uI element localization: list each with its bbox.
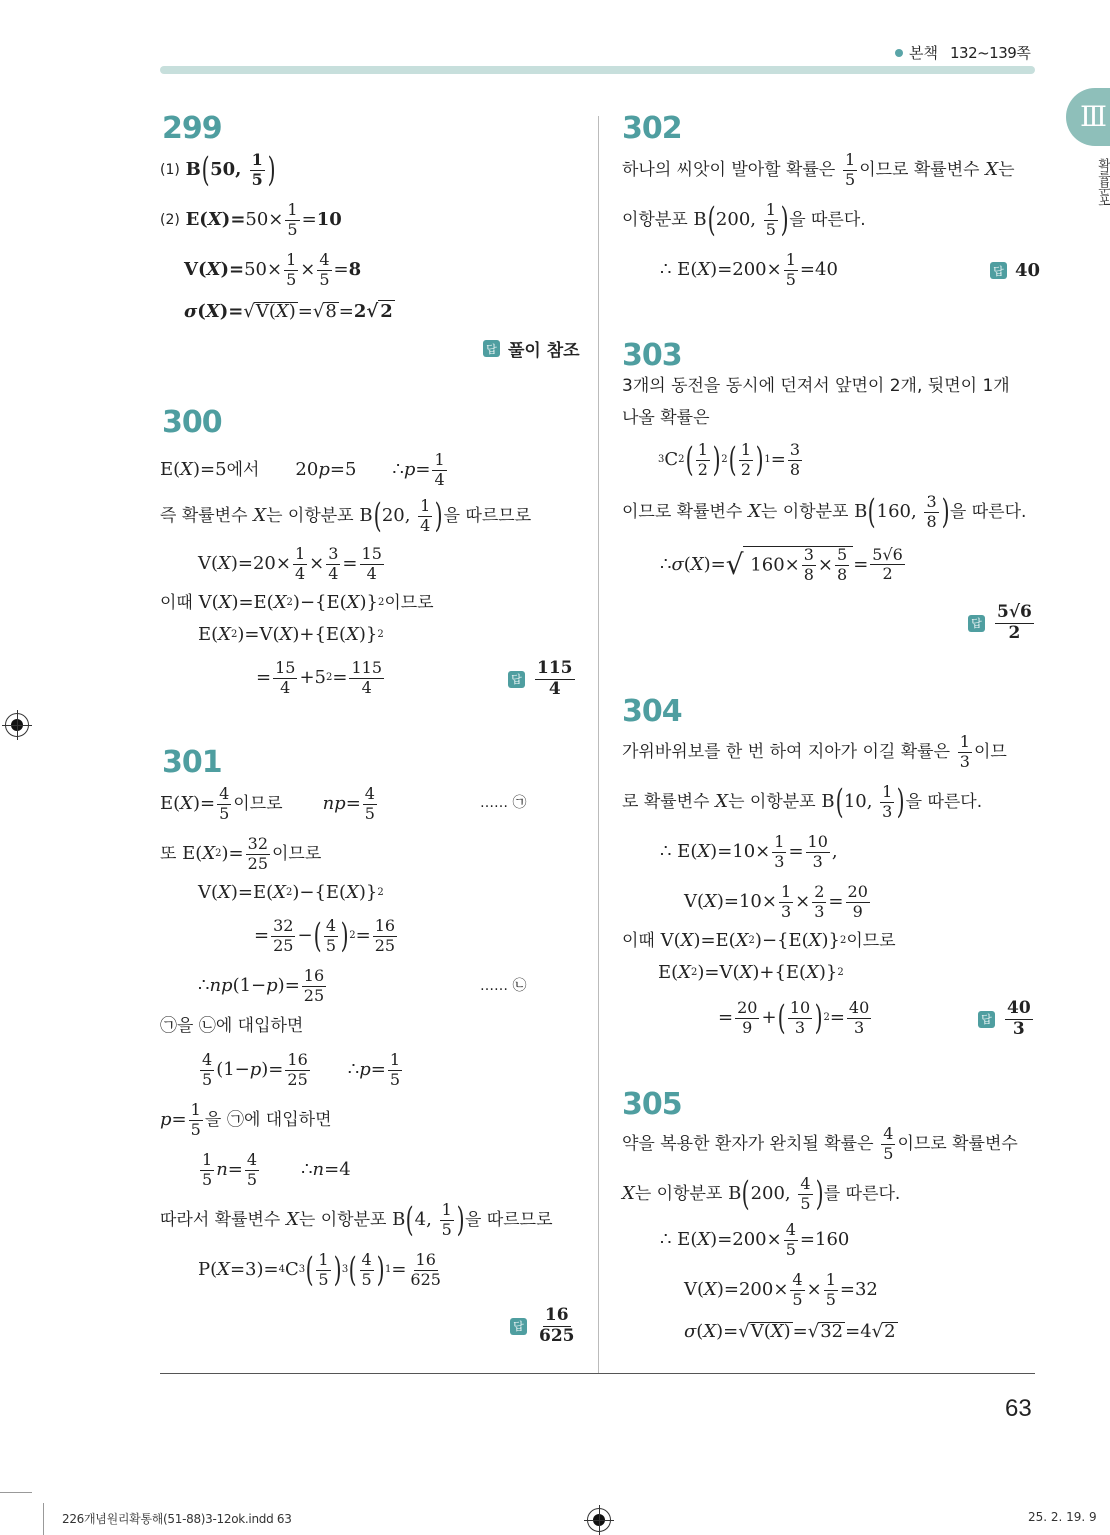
solution-line: σ (X)= √ V(X) = √ 8 = 2√ 2	[184, 300, 393, 322]
problem-number: 304	[622, 694, 682, 729]
answer-value: $\frac{40}{3}$	[1007, 998, 1031, 1039]
solution-line: (2) E(X)= 50× $\frac{1}{5}$ = 10	[160, 200, 342, 239]
text: 이므로	[233, 793, 283, 814]
text: 는 이항분포	[760, 501, 849, 522]
solution-line: E( X )= $\frac{4}{5}$ 이므로 np = $\frac{4}{5}$	[160, 784, 375, 823]
text: 로 확률변수	[622, 791, 710, 812]
text: 또	[160, 843, 177, 864]
solution-line: X 는 이항분포 B ( 200, $\frac{4}{5}$ ) 를 따른다.	[622, 1174, 901, 1215]
text: 를 따른다.	[823, 1183, 901, 1204]
answer-badge: 답	[510, 1318, 527, 1335]
print-file-name: 226개념원리확통해(51-88)3-12ok.indd 63	[62, 1512, 292, 1526]
answer-303	[968, 604, 1036, 643]
solution-line: 하나의 씨앗이 발아할 확률은 $\frac{1}{5}$ 이므로 확률변수 X 는	[622, 150, 1015, 189]
reference-pages: 132~139쪽	[949, 44, 1031, 62]
text: 는 이항분포	[728, 791, 816, 812]
answer-300	[508, 660, 577, 699]
problem-299	[162, 112, 222, 146]
text: 이므로	[846, 930, 896, 951]
problem-number: 301	[162, 745, 222, 780]
crop-mark	[43, 1503, 44, 1535]
text: 을	[204, 1109, 222, 1130]
answer-badge: 답	[483, 340, 500, 357]
reference-label: 본책	[909, 44, 938, 62]
solution-line: σ ( X )= √ V(X) = √ 32 =4 √ 2	[684, 1320, 896, 1342]
solution-line: ∴ E( X )=200× $\frac{4}{5}$ =160	[660, 1220, 850, 1259]
answer-304	[978, 1000, 1035, 1039]
solution-line: = $\frac{20}{9}$ + ( $\frac{10}{3}$ ) 2 = $\frac{40}{3}$	[718, 998, 870, 1039]
answer-badge: 답	[968, 615, 985, 632]
solution-line: 즉 확률변수 X 는 이항분포 B ( 20, $\frac{1}{4}$ ) 을 따르므로	[160, 496, 532, 537]
solution-line: 가위바위보를 한 번 하여 지아가 이길 확률은 $\frac{1}{3}$ 이므	[622, 732, 1007, 771]
solution-line: V( X )=E( X 2 )−{E( X )} 2	[198, 882, 384, 903]
chapter-title: 확률분포	[1095, 158, 1110, 206]
textbook-page-reference	[895, 42, 1030, 63]
problem-number: 302	[622, 111, 682, 146]
text: 는 이항분포	[298, 1209, 387, 1230]
solution-line: p = $\frac{1}{5}$ 을 ㉠에 대입하면	[160, 1100, 332, 1139]
solution-line: P( X =3)= 4 C 3 ( $\frac{1}{5}$ ) 3 ( $\frac{4}{5}$ ) 1 = $\frac{16}{625}$	[198, 1250, 441, 1291]
text: 이므로	[384, 592, 434, 613]
problem-number: 303	[622, 338, 682, 373]
answer-302	[990, 260, 1040, 281]
solution-line: 이므로 확률변수 X 는 이항분포 B ( 160, $\frac{3}{8}$ ) 을 따른다.	[622, 492, 1027, 533]
registration-mark-icon	[587, 1508, 611, 1532]
text: 하나의 씨앗이 발아할 확률은	[622, 159, 836, 180]
solution-line: ∴ E( X )=10× $\frac{1}{3}$ = $\frac{10}{3}$ ,	[660, 832, 838, 871]
text: 을 따르므로	[465, 1209, 553, 1230]
problem-301	[162, 746, 222, 780]
solution-line: V( X )=10× $\frac{1}{3}$ × $\frac{2}{3}$ = $\frac{20}{9}$	[684, 882, 868, 921]
column-divider	[598, 116, 599, 1373]
problem-305	[622, 1088, 682, 1122]
problem-304	[622, 695, 682, 729]
solution-line: 나올 확률은	[622, 408, 710, 428]
header-divider-bar	[160, 66, 1035, 74]
solution-line: 3 C 2 ( $\frac{1}{2}$ ) 2 ( $\frac{1}{2}$ ) 1 = $\frac{3}{8}$	[658, 440, 800, 481]
solution-line: $\frac{1}{5}$ n = $\frac{4}{5}$ ∴ n =4	[202, 1150, 351, 1189]
text: 이므	[973, 741, 1007, 762]
solution-line: 또 E( X 2 )= $\frac{32}{25}$ 이므로	[160, 834, 322, 873]
text: ㉠에 대입하면	[226, 1109, 332, 1130]
solution-line: 이때 V( X )=E( X 2 )−{E( X )} 2 이므로	[622, 930, 896, 951]
answer-301	[510, 1307, 579, 1346]
equation-marker-1: …… ㉠	[480, 795, 527, 811]
solution-line: 3개의 동전을 동시에 던져서 앞면이 2개, 뒷면이 1개	[622, 376, 1010, 396]
text: 이때	[622, 930, 655, 951]
solution-line: 약을 복용한 환자가 완치될 확률은 $\frac{4}{5}$ 이므로 확률변수	[622, 1124, 1018, 1163]
answer-value: $\frac{5√6}{2}$	[997, 602, 1032, 643]
solution-line: ∴ np (1− p )= $\frac{16}{25}$	[198, 966, 325, 1005]
text: 이때	[160, 592, 193, 613]
chapter-tab: Ⅲ	[1066, 88, 1110, 146]
text: 는 이항분포	[634, 1183, 723, 1204]
answer-299	[483, 336, 580, 361]
solution-line: V(X)= 50× $\frac{1}{5}$ × $\frac{4}{5}$ = 8	[184, 250, 362, 289]
bullet-dot-icon	[895, 49, 903, 57]
text: 을 따른다.	[905, 791, 983, 812]
text: 을 따른다.	[949, 501, 1027, 522]
answer-value: 풀이 참조	[508, 341, 580, 361]
problem-number: 300	[162, 405, 222, 440]
text: 따라서 확률변수	[160, 1209, 281, 1230]
answer-badge: 답	[978, 1011, 995, 1028]
text: 는 이항분포	[266, 505, 354, 526]
text: 이므로 확률변수	[859, 159, 980, 180]
registration-mark-icon	[5, 713, 29, 737]
solution-line: 이항분포 B ( 200, $\frac{1}{5}$ ) 을 따른다.	[622, 200, 866, 241]
answer-value: $\frac{16}{625}$	[539, 1305, 575, 1346]
text: 이므로 확률변수	[622, 501, 743, 522]
solution-line: E( X 2 )=V( X )+{E( X )} 2	[658, 962, 844, 983]
page-number: 63	[1005, 1395, 1032, 1422]
solution-line: V( X )=20× $\frac{1}{4}$ × $\frac{3}{4}$ = $\frac{15}{4}$	[198, 544, 382, 583]
solution-line: E( X 2 )=V( X )+{E( X )} 2	[198, 624, 384, 645]
print-date: 25. 2. 19. 9	[1028, 1510, 1097, 1524]
answer-badge: 답	[990, 262, 1007, 279]
solution-line: E( X )=5 에서 20 p =5 ∴ p = $\frac{1}{4}$	[160, 450, 445, 489]
part-label: (2)	[160, 212, 180, 229]
solution-line: V( X )=200× $\frac{4}{5}$ × $\frac{1}{5}$ =32	[684, 1270, 878, 1309]
crop-mark	[0, 1492, 32, 1493]
solution-line: 따라서 확률변수 X 는 이항분포 B ( 4, $\frac{1}{5}$ ) 을 따르므로	[160, 1200, 553, 1241]
bottom-rule	[160, 1373, 1035, 1374]
equation-marker-2: …… ㉡	[480, 978, 527, 994]
solution-line: = $\frac{32}{25}$ − ( $\frac{4}{5}$ ) 2 = $\frac{16}{25}$	[254, 916, 396, 957]
solution-line: = $\frac{15}{4}$ +5 2 = $\frac{115}{4}$	[256, 658, 383, 697]
text: 이므로 확률변수	[897, 1133, 1018, 1154]
text: 즉 확률변수	[160, 505, 248, 526]
answer-badge: 답	[508, 671, 525, 688]
problem-number: 299	[162, 111, 222, 146]
answer-value: $\frac{115}{4}$	[537, 658, 573, 699]
text: 이므로	[272, 843, 322, 864]
text: 이항분포	[622, 209, 688, 230]
solution-line: ㉠을 ㉡에 대입하면	[160, 1016, 304, 1036]
solution-line: (1) B ( 50, $\frac{1}{5}$ )	[160, 150, 276, 191]
answer-value: 40	[1015, 260, 1041, 281]
problem-303	[622, 339, 682, 373]
problem-number: 305	[622, 1087, 682, 1122]
solution-line: $\frac{4}{5}$ (1− p )= $\frac{16}{25}$ ∴ p = $\frac{1}{5}$	[202, 1050, 401, 1089]
part-label: (1)	[160, 162, 180, 179]
solution-line: 로 확률변수 X 는 이항분포 B ( 10, $\frac{1}{3}$ ) 을 따른다.	[622, 782, 983, 823]
solution-line: 이때 V( X )=E( X 2 )−{E( X )} 2 이므로	[160, 592, 434, 613]
text: 을 따른다.	[789, 209, 866, 230]
text: 을 따르므로	[443, 505, 532, 526]
text: 에서	[226, 459, 260, 480]
problem-302	[622, 112, 682, 146]
solution-line: ∴ σ ( X )= √ 160× $\frac{3}{8}$ × $\frac{5}{8}$ = $\frac{5√6}{2}$	[660, 544, 903, 584]
text: 가위바위보를 한 번 하여 지아가 이길 확률은	[622, 741, 951, 762]
solution-line: ∴ E( X )=200× $\frac{1}{5}$ =40	[660, 250, 838, 289]
problem-300	[162, 406, 222, 440]
text: 약을 복용한 환자가 완치될 확률은	[622, 1133, 874, 1154]
